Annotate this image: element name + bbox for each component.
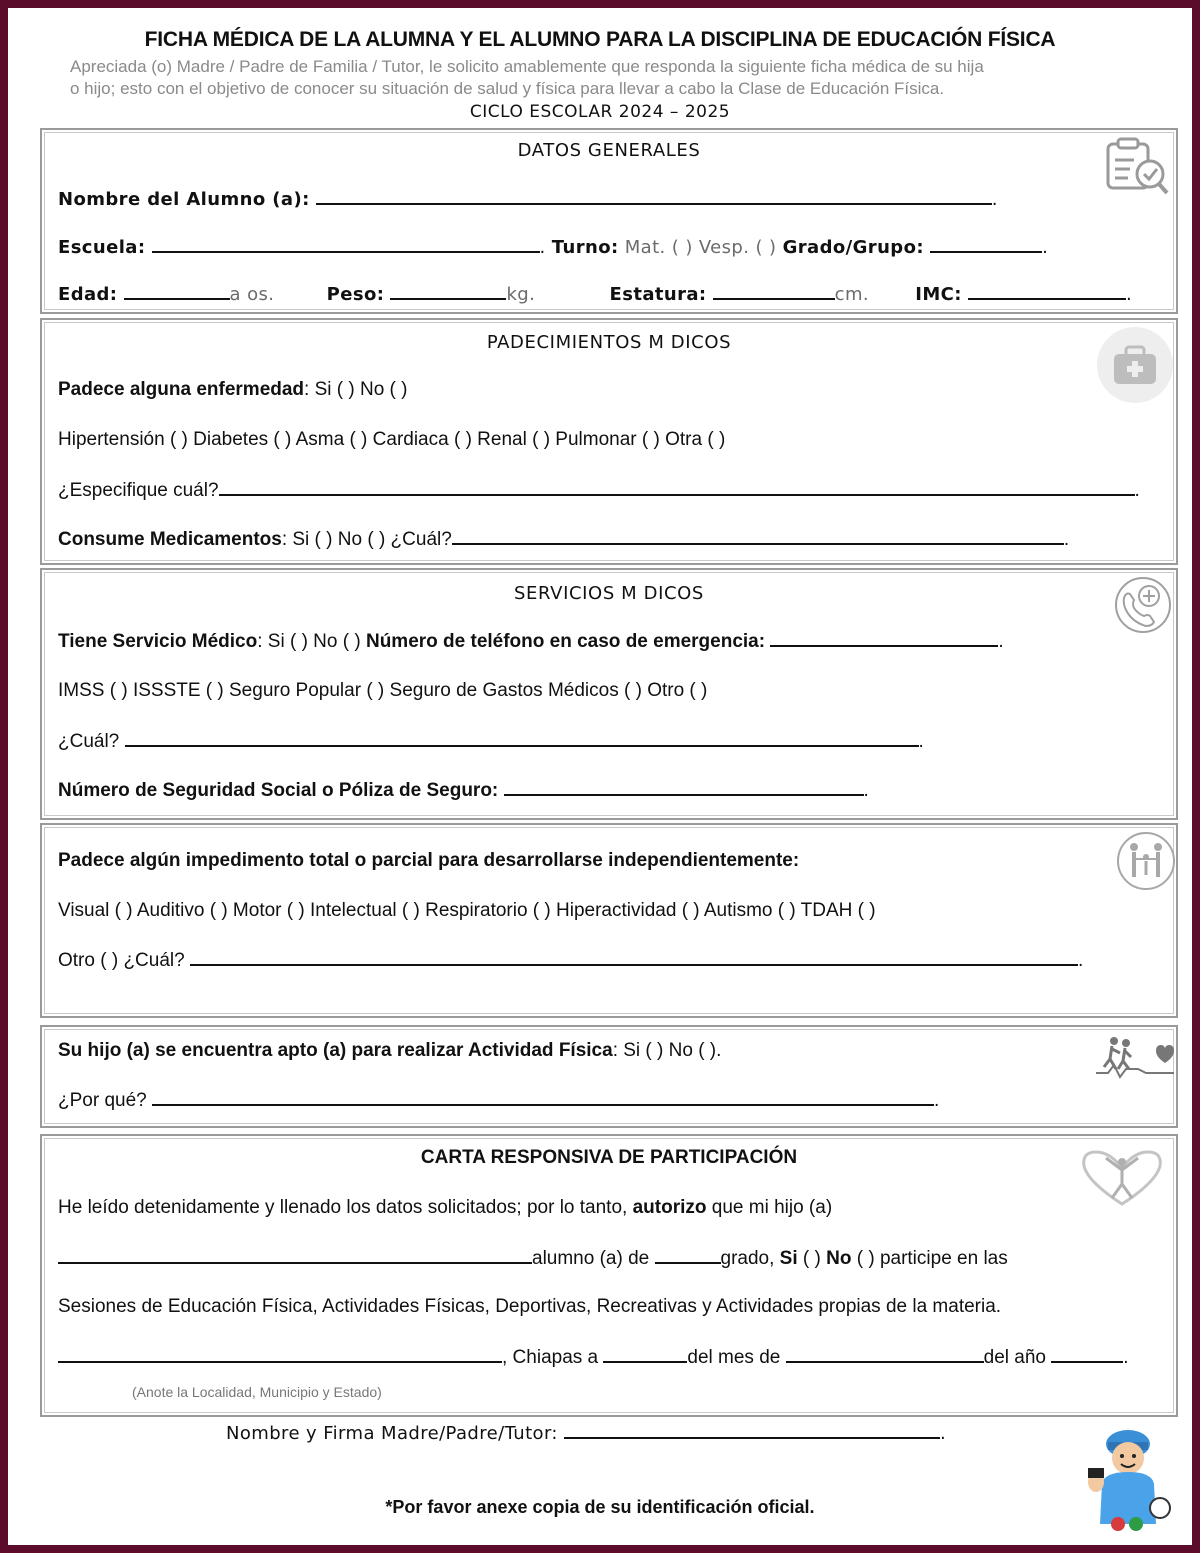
section-servicios: SERVICIOS M DICOS Tiene Servicio Médico: Si ( ) No ( ) Número de teléfono en caso de emergencia: . IMSS ( ) ISSSTE ( ) Seguro Popular ( ) Seguro de Gastos Médicos ( ) Otro ( ) ¿Cuál? . Número de Seguridad Social o Póliza de Seguro: . (40, 568, 1178, 820)
section-impedimento: Padece algún impedimento total o parcial para desarrollarse independientemente: Visual ( ) Auditivo ( ) Motor ( ) Intelectual ( ) Respiratorio ( ) Hiperactividad ( ) Autismo ( ) TDAH ( ) Otro ( ) ¿Cuál? . (40, 823, 1178, 1018)
hijo-nombre-field[interactable] (58, 1246, 532, 1264)
apto-pregunta: Su hijo (a) se encuentra apto (a) para realizar Actividad Física (58, 1040, 613, 1061)
telefono-label: Número de teléfono en caso de emergencia: (365, 631, 766, 652)
localidad-field[interactable] (58, 1345, 502, 1363)
section-title: PADECIMIENTOS M DICOS (486, 332, 732, 353)
edad-field[interactable] (124, 282, 230, 300)
nss-label: Número de Seguridad Social o Póliza de Seguro: (58, 780, 499, 801)
anio-field[interactable] (1051, 1345, 1123, 1363)
section-title: DATOS GENERALES (517, 140, 701, 161)
grado-carta-field[interactable] (655, 1246, 721, 1264)
telefono-field[interactable] (770, 629, 998, 647)
localidad-nota: (Anote la Localidad, Municipio y Estado) (132, 1384, 382, 1400)
nss-field[interactable] (504, 778, 864, 796)
porque-field[interactable] (152, 1088, 934, 1106)
peso-label: Peso: (326, 284, 385, 305)
section-carta-responsiva: CARTA RESPONSIVA DE PARTICIPACIÓN He leído detenidamente y llenado los datos solicitados; por lo tanto, autorizo que mi hijo (a) alumno (a) de grado, Si ( ) No ( ) participe en las Sesiones de Educación Física, Actividades Físicas, Deportivas, Recreativas y Actividades propias de la materia. , Chiapas a del mes de del año . (Anote la Localidad, Municipio y Estado) (40, 1134, 1178, 1417)
intro-line-2: o hijo; esto con el objetivo de conocer su situación de salud y física para llevar a cabo la Clase de Educación Física. (70, 79, 945, 98)
autoriza-no-checkbox[interactable]: ( ) participe en las (851, 1248, 1008, 1269)
otro-impedimento-label[interactable]: Otro ( ) ¿Cuál? (58, 950, 185, 971)
dia-field[interactable] (603, 1345, 687, 1363)
estatura-field[interactable] (713, 282, 835, 300)
mes-field[interactable] (786, 1345, 984, 1363)
enfermedades-list[interactable]: Hipertensión ( ) Diabetes ( ) Asma ( ) Cardiaca ( ) Renal ( ) Pulmonar ( ) Otra ( ) (58, 429, 726, 450)
otro-impedimento-field[interactable] (190, 948, 1078, 966)
medicamentos-options[interactable]: : Si ( ) No ( ) ¿Cuál? (281, 529, 452, 550)
grado-field[interactable] (930, 235, 1042, 253)
page-title: FICHA MÉDICA DE LA ALUMNA Y EL ALUMNO PARA LA DISCIPLINA DE EDUCACIÓN FÍSICA (144, 28, 1056, 51)
apto-options[interactable]: : Si ( ) No ( ). (612, 1040, 722, 1061)
escuela-label: Escuela: (58, 237, 146, 258)
enfermedad-options[interactable]: : Si ( ) No ( ) (304, 379, 408, 400)
servicio-medico-label: Tiene Servicio Médico (58, 631, 258, 652)
escuela-field[interactable] (152, 235, 540, 253)
medicamentos-label: Consume Medicamentos (58, 529, 282, 550)
servicio-medico-options[interactable]: : Si ( ) No ( ) (257, 631, 366, 652)
autoriza-si-checkbox[interactable]: ( ) (797, 1248, 827, 1269)
turno-mat[interactable]: Mat. ( (624, 237, 680, 258)
peso-field[interactable] (390, 282, 506, 300)
impedimento-list[interactable]: Visual ( ) Auditivo ( ) Motor ( ) Intelectual ( ) Respiratorio ( ) Hiperactividad ( ) Autismo ( ) TDAH ( ) (58, 900, 876, 921)
enfermedad-label: Padece alguna enfermedad (58, 379, 305, 400)
school-cycle: CICLO ESCOLAR 2024 – 2025 (469, 102, 731, 122)
nombre-field[interactable] (316, 187, 992, 205)
imc-label: IMC: (915, 284, 962, 305)
turno-label: Turno: (551, 237, 619, 258)
especifique-field[interactable] (219, 478, 1135, 496)
medicamentos-field[interactable] (452, 527, 1064, 545)
servicios-list[interactable]: IMSS ( ) ISSSTE ( ) Seguro Popular ( ) Seguro de Gastos Médicos ( ) Otro ( ) (58, 680, 708, 701)
header (0, 28, 1200, 122)
section-apto: Su hijo (a) se encuentra apto (a) para realizar Actividad Física: Si ( ) No ( ). ¿Por qué? . (40, 1025, 1178, 1128)
section-title: CARTA RESPONSIVA DE PARTICIPACIÓN (420, 1147, 798, 1168)
cual-servicio-field[interactable] (125, 729, 919, 747)
turno-vesp[interactable]: ) Vesp. ( (685, 237, 763, 258)
cual-label: ¿Cuál? (58, 731, 120, 752)
section-padecimientos: PADECIMIENTOS M DICOS Padece alguna enfermedad: Si ( ) No ( ) Hipertensión ( ) Diabetes ( ) Asma ( ) Cardiaca ( ) Renal ( ) Pulmonar ( ) Otra ( ) ¿Especifique cuál? . Consume Medicamentos: Si ( ) No ( ) ¿Cuál? . (40, 318, 1178, 565)
medical-phone-icon (1114, 576, 1172, 634)
intro-text (70, 56, 1130, 100)
porque-label: ¿Por qué? (58, 1090, 147, 1111)
estatura-label: Estatura: (609, 284, 707, 305)
firma-label: Nombre y Firma Madre/Padre/Tutor: (226, 1423, 558, 1444)
nombre-label: Nombre del Alumno (a): (58, 189, 310, 210)
especifique-label: ¿Especifique cuál? (58, 480, 219, 501)
section-datos-generales: DATOS GENERALES Nombre del Alumno (a): . Escuela: . Turno: Mat. ( ) Vesp. ( ) Grado/Grupo: . Edad: a os. Peso: kg. Estatura: cm. IMC: . (40, 128, 1178, 314)
mascot-logo (1078, 1424, 1182, 1532)
impedimento-pregunta: Padece algún impedimento total o parcial para desarrollarse independientemente: (58, 850, 800, 871)
intro-line-1: Apreciada (o) Madre / Padre de Familia / Tutor, le solicito amablemente que responda la siguiente ficha médica de su hija (70, 57, 984, 76)
anexe-nota: *Por favor anexe copia de su identificación oficial. (385, 1497, 815, 1517)
imc-field[interactable] (968, 282, 1126, 300)
edad-label: Edad: (58, 284, 118, 305)
carta-linea-3: Sesiones de Educación Física, Actividades Físicas, Deportivas, Recreativas y Actividades propias de la materia. (58, 1296, 1002, 1317)
grado-label: Grado/Grupo: (782, 237, 924, 258)
firma-field[interactable] (564, 1421, 940, 1439)
section-title: SERVICIOS M DICOS (514, 583, 704, 604)
